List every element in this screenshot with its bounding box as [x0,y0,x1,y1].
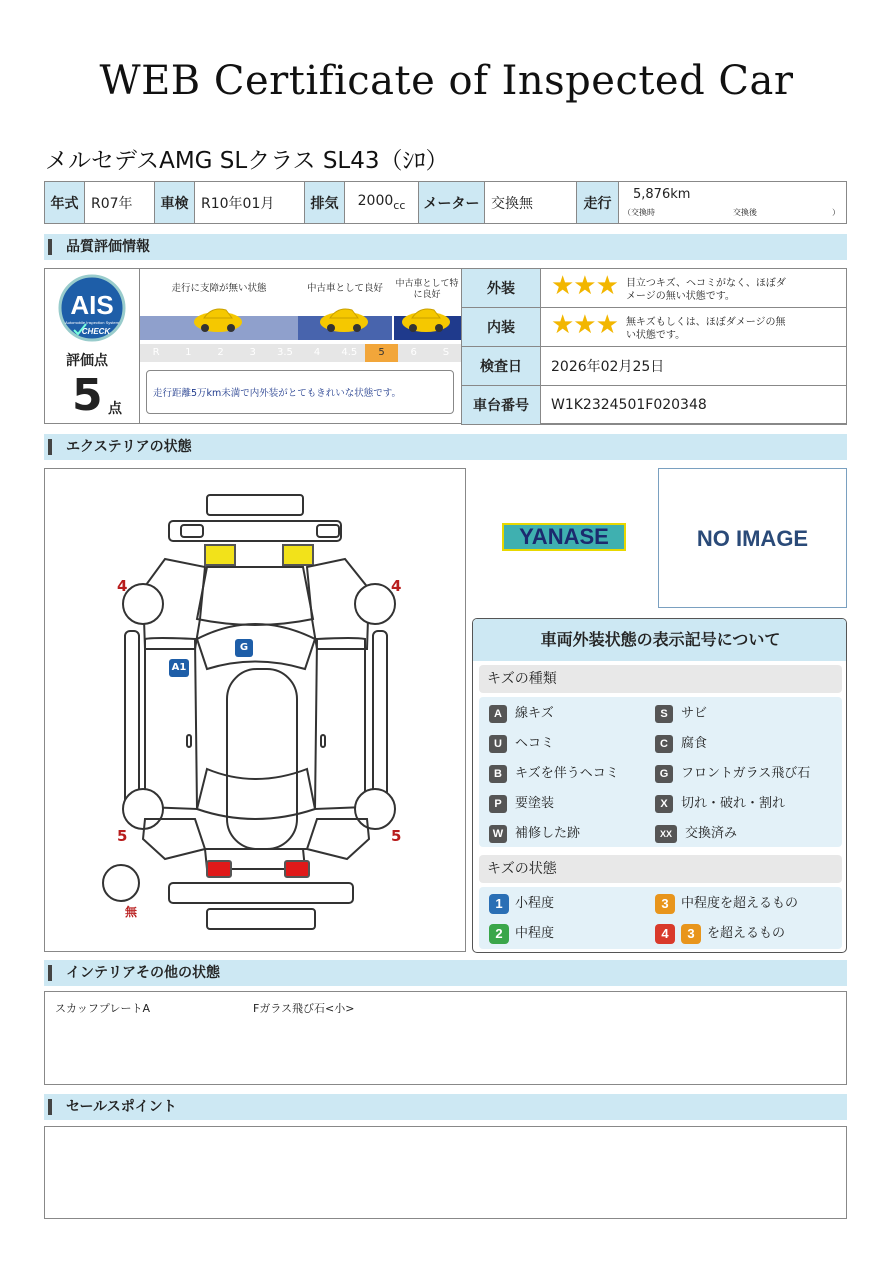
type-badge-xx: XX [655,825,677,843]
mileage-value: 5,876km [633,187,691,202]
damage-mark-glass[interactable]: G [235,639,253,657]
grade-cat1: 走行に支障が無い状態 [171,283,267,294]
level-label: を超えるもの [707,926,786,941]
grade-cat2: 中古車として良好 [306,283,383,294]
front-bumper-top [207,495,303,515]
score-value: 5 [72,370,103,421]
tire-front-right [355,584,395,624]
score-unit: 点 [108,401,122,417]
grade-step: 3 [249,347,256,358]
side-skirt-right [373,631,387,811]
legend-title: 車両外装状態の表示記号について [473,619,847,661]
grade-comment: 走行距離5万km未満で内外装がとてもきれいな状態です。 [146,370,454,414]
interior-note: 無キズもしくは、ほぼダメージの無い状態です。 [625,317,786,341]
rear-bumper-bottom [207,909,315,929]
tire-fr-label: 4 [391,577,402,595]
tire-front-left [123,584,163,624]
score-label: 評価点 [66,353,108,369]
level-badge: 4 [655,924,675,944]
legend-levels-title: キズの状態 [479,855,842,883]
displacement-unit: cc [393,198,406,212]
car-name: メルセデスAMG SLクラス SL43（ｼﾛ） [45,148,449,174]
mileage-label: 走行 [577,182,619,224]
level-badge: 3 [681,924,701,944]
interior-cell [541,308,847,347]
spare-label: 無 [125,905,138,919]
legend-type-item [489,729,655,759]
ais-check: CHECK [81,327,111,336]
interior-note-item: スカッフプレートA [55,1002,150,1015]
roof [227,669,297,849]
quarter-right [307,819,369,859]
legend-type-item [655,699,825,729]
grade-step: S [442,347,450,358]
meter-label: メーター [419,182,485,224]
legend-type-item [655,789,825,819]
legend-types [479,697,842,847]
legend-type-item [655,819,825,849]
date-label: 検査日 [462,347,541,386]
legend-type-item [489,819,655,849]
year-label: 年式 [45,182,85,224]
level-label: 中程度を超えるもの [681,896,799,911]
door-right [315,638,365,809]
spare-tire [103,865,139,901]
legend-type-item [655,759,825,789]
inspection-label: 車検 [155,182,195,224]
inspection-value: R10年01月 [195,182,305,224]
grade-step: 3.5 [276,347,293,358]
headlight-right [283,545,313,565]
legend-type-item [489,789,655,819]
type-label: フロントガラス飛び石 [681,766,811,781]
taillight-left [207,861,231,877]
car-diagram-svg [45,469,465,951]
level-label: 中程度 [515,926,555,941]
type-badge-w: W [489,825,507,843]
legend-types-title: キズの種類 [479,665,842,693]
mileage-note-right: ） [832,208,840,217]
headlight-left [205,545,235,565]
grade-steps [140,344,462,362]
type-label: 交換済み [685,826,738,841]
type-badge-x: X [655,795,673,813]
ais-box [44,268,140,424]
grade-step: 4.5 [341,347,358,358]
taillight-right [285,861,309,877]
legend-level-item [489,889,655,919]
grade-step: R [152,347,160,358]
type-label: サビ [681,706,708,721]
page-title: WEB Certificate of Inspected Car [99,58,794,104]
star-icon: ★★★ [551,271,618,301]
meter-value: 交換無 [485,182,577,224]
ais-logo-text: AIS [70,290,114,320]
car-icon-2 [318,304,370,334]
tire-rear-right [355,789,395,829]
section-exterior: エクステリアの状態 [44,434,847,460]
mileage-cell [619,182,847,224]
quality-table [461,268,847,425]
type-label: 補修した跡 [515,826,581,841]
inspection-date: 2026年02月25日 [541,347,847,386]
tire-rr-label: 5 [391,827,402,845]
displacement-value: 2000 [357,193,394,210]
rear-bumper [169,883,353,903]
type-label: 腐食 [681,736,708,751]
legend-level-item [655,889,825,919]
grade-step: 1 [185,347,192,358]
star-icon: ★★★ [551,310,618,340]
car-icon-3 [400,304,452,334]
exterior-note: 目立つキズ、ヘコミがなく、ほぼダメージの無い状態です。 [625,278,786,302]
car-icon-1 [192,304,244,334]
year-value: R07年 [85,182,155,224]
type-badge-s: S [655,705,673,723]
tire-fl-label: 4 [117,577,128,595]
displacement-cell [345,182,419,224]
interior-label: 内装 [462,308,541,347]
interior-notes [44,991,847,1085]
level-badge: 2 [489,924,509,944]
ais-logo [54,274,130,344]
legend-type-item [489,759,655,789]
legend-type-item [489,699,655,729]
type-label: ヘコミ [515,736,555,751]
legend-panel [472,618,847,953]
tire-rear-left [123,789,163,829]
grade-step: 4 [313,347,321,358]
type-label: 線キズ [515,706,554,721]
level-badge: 3 [655,894,675,914]
vin-label: 車台番号 [462,386,541,425]
ais-logo-sub: Automobile Inspection System [65,320,119,325]
no-image-placeholder: NO IMAGE [658,468,847,608]
type-label: 切れ・破れ・割れ [681,796,786,811]
level-label: 小程度 [515,896,555,911]
interior-note-item: Fガラス飛び石<小> [253,1002,355,1015]
exterior-cell [541,269,847,308]
mileage-note-left: （交換時 [623,208,655,217]
legend-level-item [489,919,655,949]
type-badge-p: P [489,795,507,813]
displacement-label: 排気 [305,182,345,224]
type-badge-u: U [489,735,507,753]
exterior-label: 外装 [462,269,541,308]
type-label: キズを伴うヘコミ [515,766,619,781]
tire-rl-label: 5 [117,827,128,845]
section-interior: インテリアその他の状態 [44,960,847,986]
sales-points-box [44,1126,847,1219]
hood [197,567,313,625]
car-diagram [44,468,466,952]
section-quality: 品質評価情報 [44,234,847,260]
type-badge-c: C [655,735,673,753]
grade-cat3: 中古車として特に良好 [395,279,459,300]
spec-table [44,181,847,224]
section-sales: セールスポイント [44,1094,847,1120]
dealer-logo: YANASE [502,523,626,551]
mileage-note-mid: 交換後 [733,208,757,217]
windshield [197,624,315,669]
level-badge: 1 [489,894,509,914]
legend-level-item [655,919,825,949]
vin-value: W1K2324501F020348 [541,386,847,425]
grade-step-selected: 5 [365,344,397,362]
grade-step: 6 [410,347,417,358]
grade-scale [140,268,462,424]
legend-levels [479,887,842,949]
damage-mark-door[interactable]: A1 [169,659,189,677]
type-badge-a: A [489,705,507,723]
legend-type-item [655,729,825,759]
type-badge-g: G [655,765,673,783]
type-label: 要塗装 [515,796,555,811]
type-badge-b: B [489,765,507,783]
grade-step: 2 [217,347,224,358]
side-skirt-left [125,631,139,811]
